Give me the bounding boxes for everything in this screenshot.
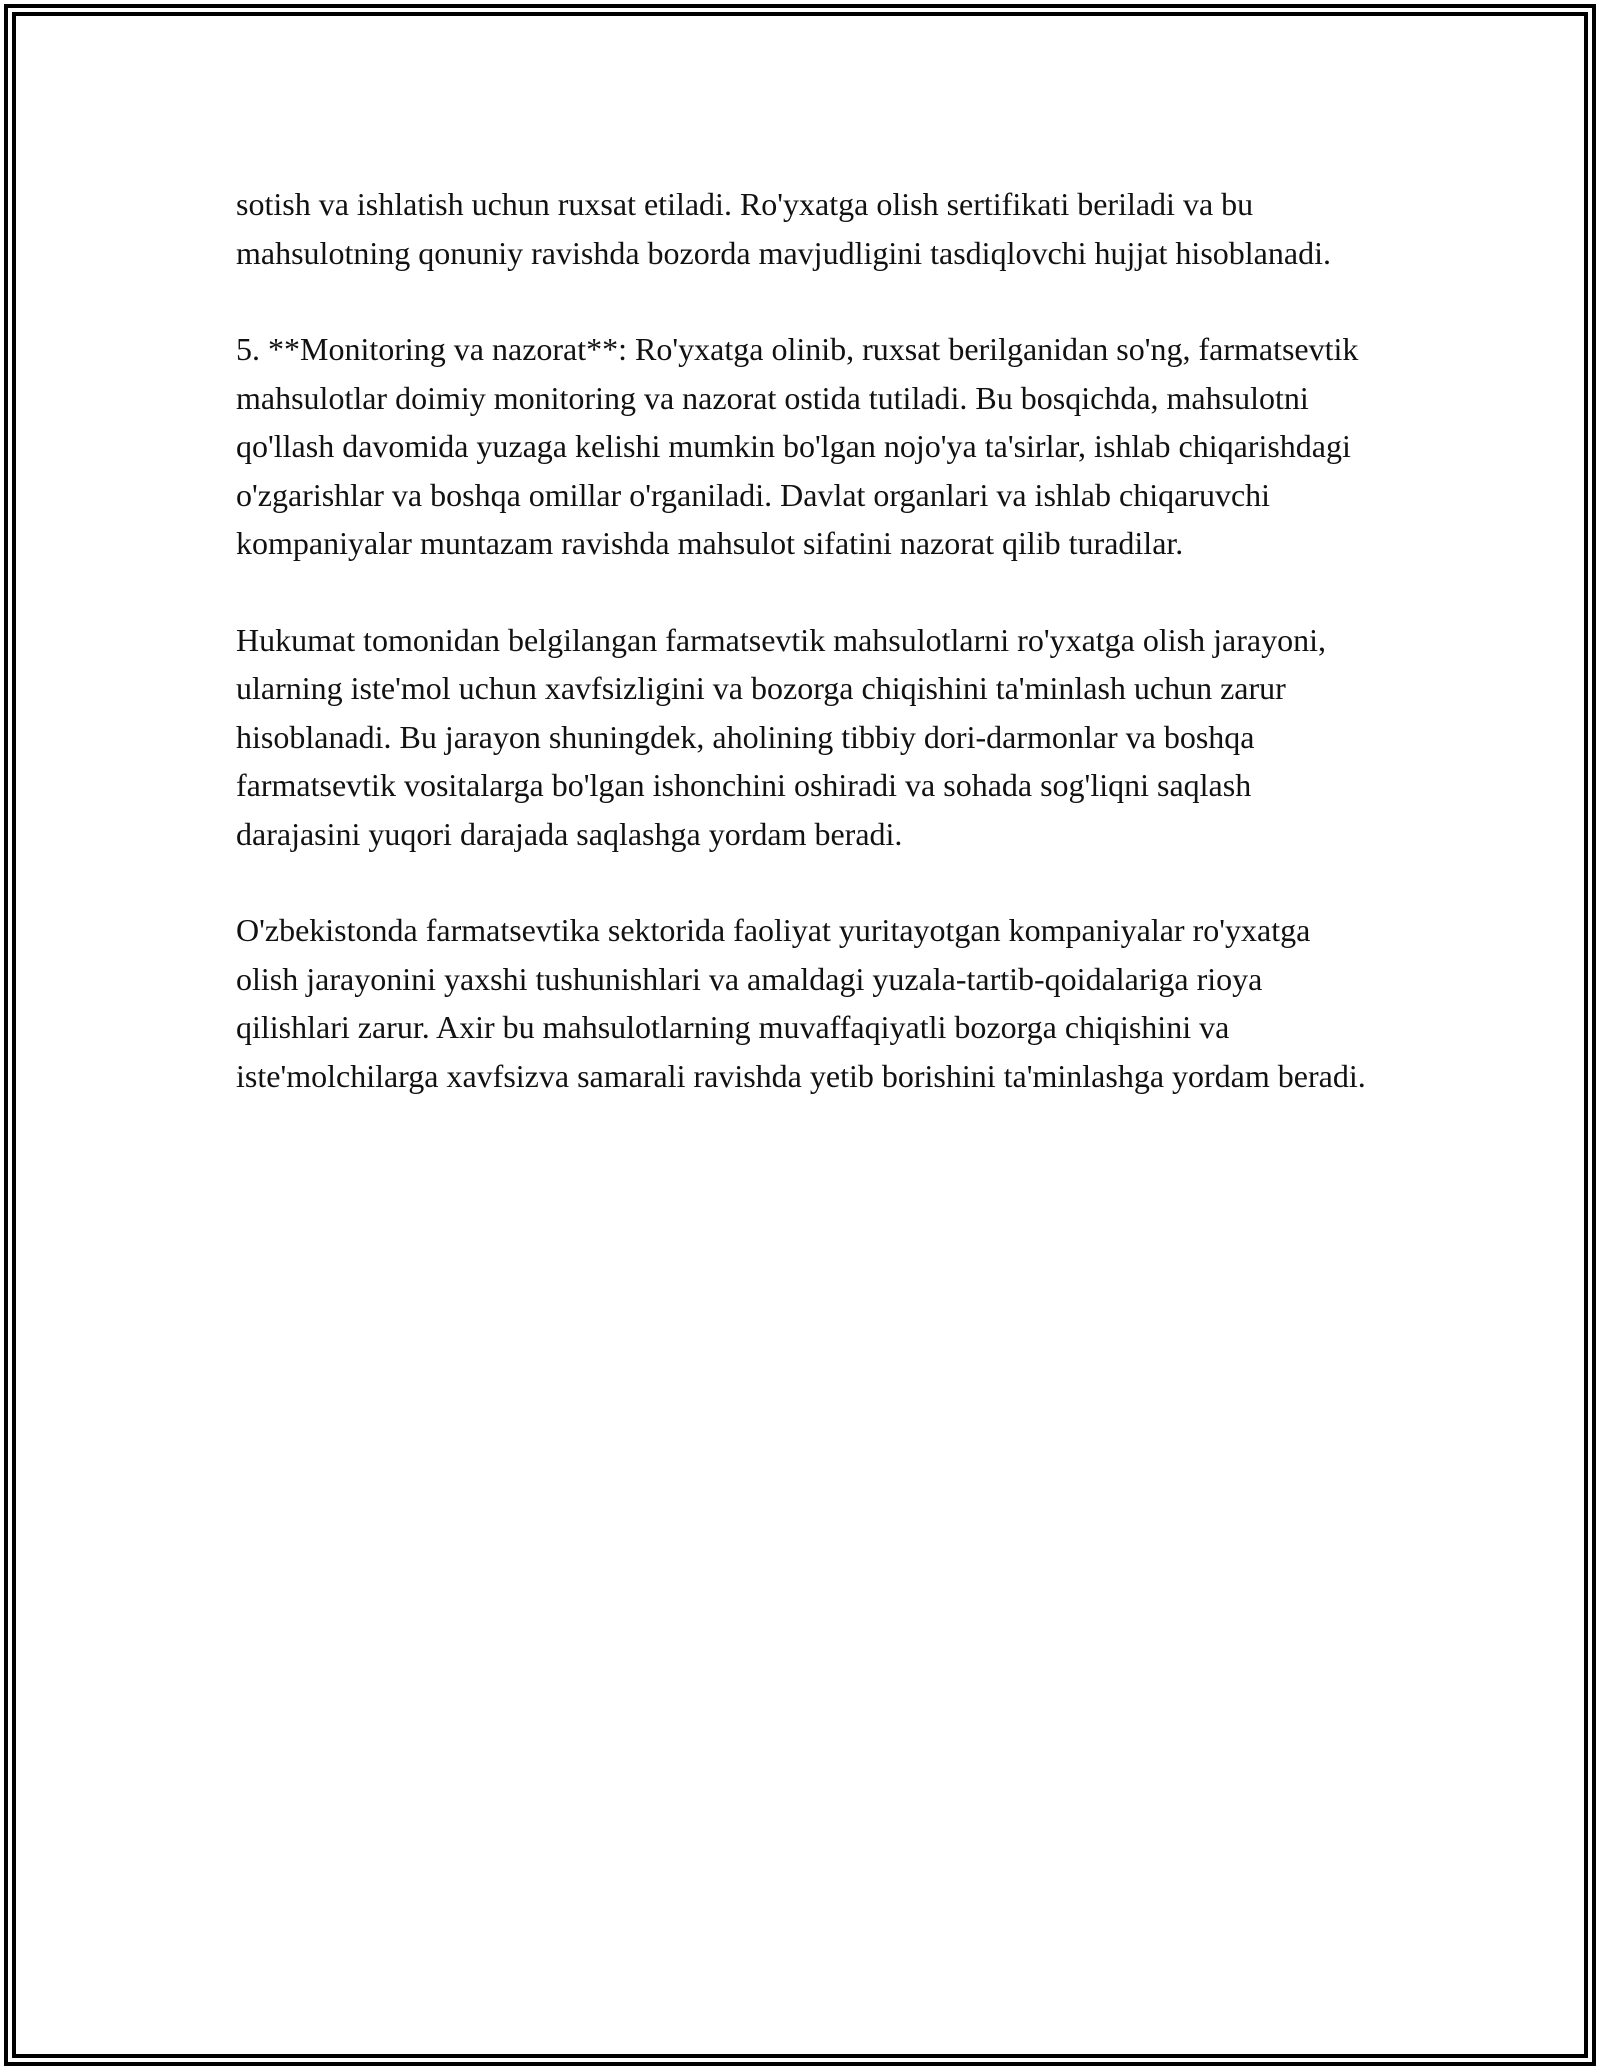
paragraph-monitoring: 5. **Monitoring va nazorat**: Ro'yxatga olinib, ruxsat berilganidan so'ng, farmatsevtik mahsulotlar doimiy monitoring va nazorat ostida tutiladi. Bu bosqichda, mahsulotni qo'llash davomida yuzaga kelishi mumkin bo'lgan nojo'ya ta'sirlar, ishlab chiqarishdagi o'zgarishlar va boshqa omillar o'rganiladi. Davlat organlari va ishlab chiqaruvchi kompaniyalar muntazam ravishda mahsulot sifatini nazorat qilib turadilar.	[236, 331, 1359, 561]
paragraph-government-registration: Hukumat tomonidan belgilangan farmatsevtik mahsulotlarni ro'yxatga olish jarayoni, ularning iste'mol uchun xavfsizligini va bozorga chiqishini ta'minlash uchun zarur hisoblanadi. Bu jarayon shuningdek, aholining tibbiy dori-darmonlar va boshqa farmatsevtik vositalarga bo'lgan ishonchini oshiradi va sohada sog'liqni saqlash darajasini yuqori darajada saqlashga yordam beradi.	[236, 621, 1326, 852]
paragraph-uzbekistan-companies: O'zbekistonda farmatsevtika sektorida faoliyat yuritayotgan kompaniyalar ro'yxatga olish jarayonini yaxshi tushunishlari va amaldagi yuzala-tartib-qoidalariga rioya qilishlari zarur. Axir bu mahsulotlarning muvaffaqiyatli bozorga chiqishini va iste'molchilarga xavfsizva samarali ravishda yetib borishini ta'minlashga yordam beradi.	[236, 912, 1366, 1094]
paragraph-registration-certificate: sotish va ishlatish uchun ruxsat etiladi. Ro'yxatga olish sertifikati beriladi va bu mahsulotning qonuniy ravishda bozorda mavjudligini tasdiqlovchi hujjat hisoblanadi.	[236, 186, 1331, 271]
document-body	[236, 180, 1366, 1148]
